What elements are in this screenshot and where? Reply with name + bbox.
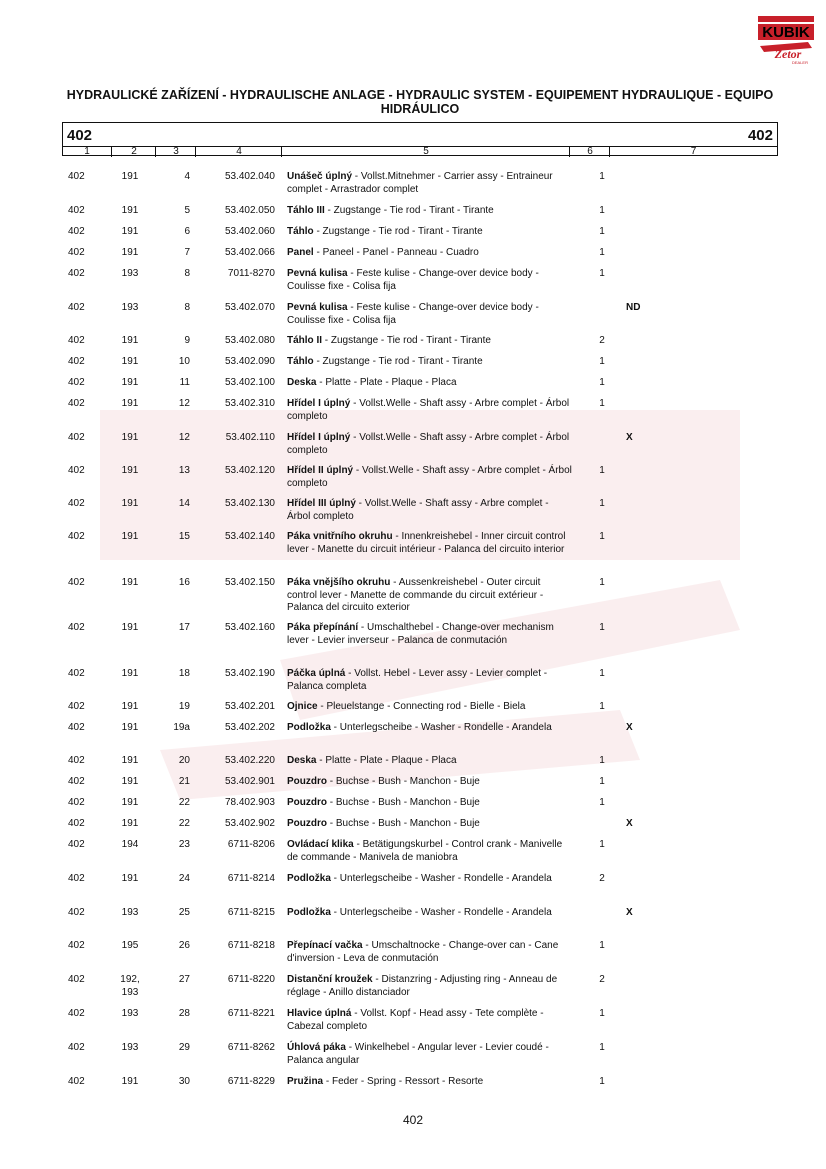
position-cell: 17 [178,622,190,633]
description-name-czech: Podložka [287,873,331,884]
description-name-czech: Táhlo [287,356,314,367]
group-cell: 402 [68,226,85,237]
description-name-czech: Panel [287,247,314,258]
description-cell [287,776,572,789]
description-translations: - Zugstange - Tie rod - Tirant - Tirante [313,226,483,237]
description-cell [287,498,572,523]
description-name-czech: Hřídel I úplný [287,432,351,443]
table-header [62,122,778,156]
figure-cell: 191 [121,398,139,409]
description-cell [287,1042,572,1067]
description-cell [287,356,572,369]
figure-cell: 192, 193 [120,974,140,998]
description-name-czech: Táhlo III [287,205,325,216]
position-cell: 8 [184,302,190,313]
figure-cell: 191 [121,722,139,733]
quantity-cell: 2 [599,974,605,985]
group-cell: 402 [68,1042,85,1053]
group-cell: 402 [68,356,85,367]
quantity-cell: 1 [599,356,605,367]
group-cell: 402 [68,974,85,985]
part-number-cell: 53.402.050 [224,205,275,216]
position-cell: 5 [184,205,190,216]
description-name-czech: Táhlo [287,226,314,237]
group-cell: 402 [68,907,85,918]
position-cell: 22 [178,797,190,808]
description-translations: - Umschaltnocke - Change-over can - Cane d'inversion - Leva de conmutación [287,940,559,964]
group-cell: 402 [68,797,85,808]
part-number-cell: 53.402.902 [224,818,275,829]
part-number-cell: 53.402.090 [224,356,275,367]
figure-cell: 191 [121,701,139,712]
position-cell: 13 [178,465,190,476]
position-cell: 23 [178,839,190,850]
part-number-cell: 53.402.040 [224,171,275,182]
quantity-cell: 1 [599,247,605,258]
description-cell [287,797,572,810]
part-number-cell: 6711-8229 [227,1076,275,1087]
col-header-3: 3 [155,147,196,157]
description-cell [287,171,572,196]
description-cell [287,465,572,490]
description-translations: - Aussenkreishebel - Outer circuit control lever - Manette de commande du circuit extérieur - Palanca del circuito exterior [287,577,544,613]
position-cell: 22 [178,818,190,829]
svg-text:KUBIK: KUBIK [762,24,810,41]
position-cell: 12 [178,432,190,443]
figure-cell: 191 [121,226,139,237]
description-cell [287,247,572,260]
figure-cell: 191 [121,1076,139,1087]
part-number-cell: 53.402.066 [224,247,275,258]
part-number-cell: 53.402.080 [224,335,275,346]
figure-cell: 191 [121,171,139,182]
description-translations: - Zugstange - Tie rod - Tirant - Tirante [324,205,494,216]
description-name-czech: Páka přepínání [287,622,359,633]
description-name-czech: Ovládací klika [287,839,354,850]
description-cell [287,974,572,999]
group-cell: 402 [68,171,85,182]
description-cell [287,226,572,239]
description-name-czech: Páka vnitřního okruhu [287,531,393,542]
description-name-czech: Podložka [287,907,331,918]
figure-cell: 191 [121,622,139,633]
group-cell: 402 [68,722,85,733]
quantity-cell: 2 [599,873,605,884]
position-cell: 11 [179,377,190,388]
group-cell: 402 [68,398,85,409]
position-cell: 12 [178,398,190,409]
position-cell: 30 [178,1076,190,1087]
description-translations: - Unterlegscheibe - Washer - Rondelle - Arandela [330,873,552,884]
group-cell: 402 [68,701,85,712]
position-cell: 18 [178,668,190,679]
quantity-cell: 1 [599,839,605,850]
description-cell [287,873,572,886]
description-cell [287,398,572,423]
part-number-cell: 53.402.140 [224,531,275,542]
figure-cell: 195 [121,940,139,951]
position-cell: 10 [178,356,190,367]
part-number-cell: 6711-8220 [227,974,275,985]
description-name-czech: Páka vnějšího okruhu [287,577,391,588]
description-cell [287,1008,572,1033]
position-cell: 21 [178,776,190,787]
quantity-cell: 1 [599,268,605,279]
quantity-cell: 1 [599,701,605,712]
position-cell: 24 [178,873,190,884]
group-cell: 402 [68,1076,85,1087]
description-cell [287,839,572,864]
description-name-czech: Hřídel II úplný [287,465,354,476]
description-translations: - Vollst.Welle - Shaft assy - Arbre complet - Árbol completo [287,398,570,422]
quantity-cell: 1 [599,1076,605,1087]
col-header-4: 4 [195,147,282,157]
description-translations: - Unterlegscheibe - Washer - Rondelle - Arandela [330,907,552,918]
description-cell [287,205,572,218]
part-number-cell: 6711-8214 [227,873,275,884]
col-header-7: 7 [609,147,777,157]
quantity-cell: 1 [599,1008,605,1019]
quantity-cell: 1 [599,171,605,182]
description-name-czech: Hřídel III úplný [287,498,356,509]
group-cell: 402 [68,465,85,476]
position-cell: 19 [178,701,190,712]
page-number: 402 [402,1113,424,1127]
description-cell [287,1076,572,1089]
group-cell: 402 [68,839,85,850]
quantity-cell: 1 [599,398,605,409]
part-number-cell: 53.402.060 [224,226,275,237]
figure-cell: 191 [121,668,139,679]
position-cell: 6 [184,226,190,237]
description-translations: - Platte - Plate - Plaque - Placa [316,755,457,766]
group-cell: 402 [68,268,85,279]
svg-text:DEALER: DEALER [791,60,808,65]
description-cell [287,668,572,693]
position-cell: 29 [178,1042,190,1053]
quantity-cell: 1 [599,531,605,542]
description-translations: - Winkelhebel - Angular lever - Levier coudé - Palanca angular [287,1042,549,1066]
figure-cell: 191 [121,247,139,258]
description-translations: - Feste kulise - Change-over device body - Coulisse fixe - Colisa fija [287,268,539,292]
part-number-cell: 53.402.150 [224,577,275,588]
group-cell: 402 [68,940,85,951]
description-translations: - Vollst. Kopf - Head assy - Tete complète - Cabezal completo [287,1008,544,1032]
description-name-czech: Ojnice [287,701,318,712]
description-name-czech: Pružina [287,1076,324,1087]
quantity-cell: 1 [599,226,605,237]
figure-cell: 194 [121,839,139,850]
description-name-czech: Přepínací vačka [287,940,363,951]
page-title: HYDRAULICKÉ ZAŘÍZENÍ - HYDRAULISCHE ANLAGE - HYDRAULIC SYSTEM - EQUIPEMENT HYDRAULIQUE - EQUIPO HIDRÁULICO [66,88,774,116]
group-cell: 402 [68,755,85,766]
description-cell [287,622,572,647]
description-name-czech: Táhlo II [287,335,322,346]
position-cell: 7 [184,247,190,258]
position-cell: 8 [184,268,190,279]
part-number-cell: 6711-8221 [227,1008,275,1019]
description-translations: - Paneel - Panel - Panneau - Cuadro [313,247,479,258]
note-cell: X [626,818,633,829]
part-number-cell: 53.402.901 [224,776,275,787]
figure-cell: 193 [121,907,139,918]
note-cell: X [626,907,633,918]
quantity-cell: 1 [599,776,605,787]
group-cell: 402 [68,247,85,258]
group-cell: 402 [68,498,85,509]
quantity-cell: 1 [599,205,605,216]
description-cell [287,722,572,735]
position-cell: 9 [184,335,190,346]
description-cell [287,818,572,831]
quantity-cell: 1 [599,668,605,679]
group-cell: 402 [68,622,85,633]
part-number-cell: 53.402.190 [224,668,275,679]
description-translations: - Umschalthebel - Change-over mechanism lever - Levier inverseur - Palanca de conmutación [287,622,554,646]
description-name-czech: Pevná kulisa [287,302,348,313]
figure-cell: 191 [121,432,139,443]
position-cell: 25 [178,907,190,918]
figure-cell: 191 [121,335,139,346]
note-cell: X [626,722,633,733]
description-translations: - Zugstange - Tie rod - Tirant - Tirante [322,335,491,346]
group-cell: 402 [68,335,85,346]
description-cell [287,940,572,965]
col-header-5: 5 [281,147,570,157]
description-name-czech: Hřídel I úplný [287,398,351,409]
figure-cell: 191 [121,377,139,388]
figure-cell: 191 [121,205,139,216]
figure-cell: 191 [121,797,139,808]
position-cell: 20 [178,755,190,766]
group-cell: 402 [68,205,85,216]
figure-cell: 191 [121,531,139,542]
part-number-cell: 6711-8262 [227,1042,275,1053]
figure-cell: 191 [121,755,139,766]
position-cell: 28 [178,1008,190,1019]
quantity-cell: 1 [599,755,605,766]
group-cell: 402 [68,873,85,884]
part-number-cell: 53.402.070 [224,302,275,313]
part-number-cell: 6711-8215 [227,907,275,918]
description-cell [287,755,572,768]
figure-cell: 193 [121,268,139,279]
position-cell: 26 [178,940,190,951]
description-cell [287,377,572,390]
position-cell: 4 [184,171,190,182]
part-number-cell: 53.402.130 [224,498,275,509]
quantity-cell: 1 [599,1042,605,1053]
description-translations: - Innenkreishebel - Inner circuit control lever - Manette du circuit intérieur - Palanca del circuito interior [287,531,566,555]
part-number-cell: 53.402.120 [224,465,275,476]
description-translations: - Feder - Spring - Ressort - Resorte [323,1076,484,1087]
quantity-cell: 1 [599,377,605,388]
figure-cell: 193 [121,1008,139,1019]
description-name-czech: Pouzdro [287,776,327,787]
group-number-left: 402 [67,127,93,144]
note-cell: ND [626,302,641,313]
description-cell [287,577,572,615]
description-translations: - Platte - Plate - Plaque - Placa [316,377,457,388]
group-cell: 402 [68,1008,85,1019]
description-translations: - Buchse - Bush - Manchon - Buje [327,776,480,787]
quantity-cell: 1 [599,622,605,633]
description-name-czech: Deska [287,377,317,388]
description-translations: - Distanzring - Adjusting ring - Anneau de réglage - Anillo distanciador [287,974,558,998]
description-name-czech: Pouzdro [287,818,327,829]
description-name-czech: Distanční kroužek [287,974,373,985]
quantity-cell: 1 [599,465,605,476]
description-name-czech: Pouzdro [287,797,327,808]
description-translations: - Feste kulise - Change-over device body - Coulisse fixe - Colisa fija [287,302,539,326]
figure-cell: 191 [121,873,139,884]
part-number-cell: 7011-8270 [227,268,275,279]
description-translations: - Zugstange - Tie rod - Tirant - Tirante [313,356,483,367]
position-cell: 14 [178,498,190,509]
part-number-cell: 53.402.220 [224,755,275,766]
description-translations: - Buchse - Bush - Manchon - Buje [327,818,480,829]
col-header-6: 6 [569,147,610,157]
part-number-cell: 53.402.100 [224,377,275,388]
position-cell: 19a [173,722,190,733]
description-translations: - Vollst.Welle - Shaft assy - Arbre complet - Árbol completo [287,498,549,522]
position-cell: 16 [178,577,190,588]
description-cell [287,302,572,327]
position-cell: 15 [178,531,190,542]
description-cell [287,907,572,920]
figure-cell: 193 [121,1042,139,1053]
col-header-2: 2 [111,147,156,157]
part-number-cell: 6711-8218 [227,940,275,951]
quantity-cell: 1 [599,797,605,808]
part-number-cell: 53.402.160 [224,622,275,633]
description-name-czech: Unášeč úplný [287,171,353,182]
description-cell [287,335,572,348]
quantity-cell: 2 [599,335,605,346]
part-number-cell: 53.402.110 [225,432,275,443]
figure-cell: 191 [121,356,139,367]
description-translations: - Betätigungskurbel - Control crank - Manivelle de commande - Manivela de maniobra [287,839,563,863]
group-cell: 402 [68,776,85,787]
description-cell [287,531,572,556]
quantity-cell: 1 [599,577,605,588]
figure-cell: 191 [121,465,139,476]
group-cell: 402 [68,432,85,443]
description-name-czech: Úhlová páka [287,1042,346,1053]
figure-cell: 191 [121,776,139,787]
description-cell [287,268,572,293]
group-cell: 402 [68,302,85,313]
part-number-cell: 53.402.202 [224,722,275,733]
description-name-czech: Deska [287,755,317,766]
svg-text:Zetor: Zetor [774,47,802,61]
description-cell [287,701,572,714]
group-cell: 402 [68,377,85,388]
description-translations: - Vollst. Hebel - Lever assy - Levier complet - Palanca completa [287,668,548,692]
description-name-czech: Pevná kulisa [287,268,348,279]
part-number-cell: 6711-8206 [227,839,275,850]
position-cell: 27 [178,974,190,985]
group-cell: 402 [68,577,85,588]
group-number-right: 402 [747,127,773,144]
figure-cell: 193 [121,302,139,313]
description-translations: - Pleuelstange - Connecting rod - Bielle - Biela [317,701,526,712]
quantity-cell: 1 [599,940,605,951]
group-cell: 402 [68,818,85,829]
kubik-zetor-logo [756,14,816,66]
figure-cell: 191 [121,577,139,588]
description-translations: - Vollst.Mitnehmer - Carrier assy - Entraineur complet - Arrastrador complet [287,171,553,195]
description-translations: - Vollst.Welle - Shaft assy - Arbre complet - Árbol completo [287,432,570,456]
group-cell: 402 [68,531,85,542]
description-translations: - Buchse - Bush - Manchon - Buje [327,797,480,808]
part-number-cell: 78.402.903 [224,797,275,808]
part-number-cell: 53.402.310 [224,398,275,409]
group-cell: 402 [68,668,85,679]
description-name-czech: Hlavice úplná [287,1008,352,1019]
col-header-1: 1 [84,146,90,157]
figure-cell: 191 [121,818,139,829]
column-numbers [63,146,777,158]
description-translations: - Vollst.Welle - Shaft assy - Arbre complet - Árbol completo [287,465,572,489]
description-name-czech: Páčka úplná [287,668,346,679]
quantity-cell: 1 [599,498,605,509]
description-name-czech: Podložka [287,722,331,733]
description-cell [287,432,572,457]
figure-cell: 191 [121,498,139,509]
note-cell: X [626,432,633,443]
part-number-cell: 53.402.201 [224,701,275,712]
description-translations: - Unterlegscheibe - Washer - Rondelle - Arandela [330,722,552,733]
